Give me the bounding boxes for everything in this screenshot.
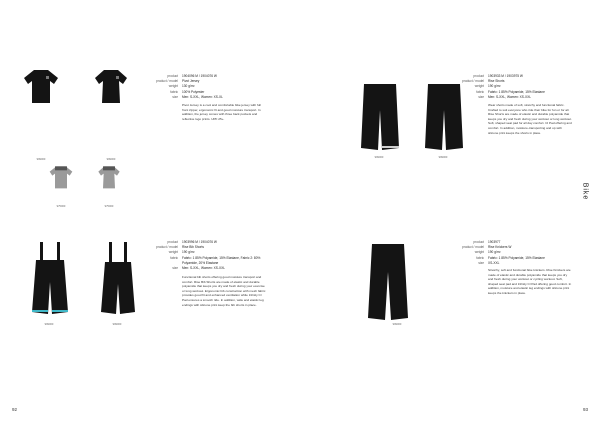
shorts-product: 1903933 M / 1903975 W: [488, 74, 523, 78]
label-model: product / model: [462, 79, 484, 84]
label-weight: weight: [474, 250, 484, 255]
knickers-size: XS-XXL: [488, 260, 500, 265]
jersey-grey-men-image: [48, 165, 74, 189]
shorts-model: Rise Shorts: [488, 79, 505, 84]
knickers-model: Rise Knickers W: [488, 245, 512, 250]
bib-description: Functional bib shorts offering good moisture transport and comfort. Rise Bib Shorts are made of elastic and durable polyamide that keeps you dry and fresh during your exercise or long workout. Ergonomic bib construction with mesh fabric provides good fit and enhanced ventilation while Infinity Cl Pad ensures a smooth ride. In addition, wide and elastic leg endings with silicone print keep the bib shorts in place.: [182, 275, 266, 307]
caption-5: 999000: [44, 323, 54, 326]
label-weight: weight: [168, 250, 178, 255]
bib-shorts-men-image: [30, 242, 70, 320]
caption-6: 999000: [112, 323, 122, 326]
knickers-fabric: Fabric: 1 85% Polyamide, 15% Elastane: [488, 255, 545, 260]
jersey-model: Pivot Jersey: [182, 79, 200, 84]
label-model: product / model: [156, 245, 178, 250]
caption-3: 975000: [56, 205, 66, 208]
bib-product: 1903996 M / 1904076 W: [182, 240, 217, 244]
jersey-description: Pivot Jersey is a cool and comfortable bike jersey with full front zipper, ergonomic fit and good moisture transport. In addition, the jersey comes with three back pockets and reflective logo prints. UPF 25+.: [182, 103, 261, 121]
bib-shorts-specs: [148, 240, 266, 271]
label-product: product: [473, 74, 484, 78]
label-weight: weight: [168, 84, 178, 89]
page-number-right: 93: [582, 407, 588, 412]
caption-4: 975000: [104, 205, 114, 208]
label-size: size: [478, 260, 484, 265]
label-weight: weight: [474, 84, 484, 89]
bib-fabric: Fabric: 1 85% Polyamide, 15% Elastane, Fabric 2: 80% Polyamide, 20% Elastane: [182, 255, 261, 265]
caption-9: 999000: [392, 323, 402, 326]
knickers-specs: [454, 240, 545, 266]
caption-2: 999000: [106, 158, 116, 161]
label-fabric: fabric: [476, 255, 484, 260]
jersey-specs: [148, 74, 223, 100]
label-product: product: [167, 74, 178, 78]
shorts-men-image: [360, 82, 400, 152]
label-size: size: [172, 266, 178, 271]
label-model: product / model: [462, 245, 484, 250]
knickers-weight: 190 g/m²: [488, 250, 501, 255]
caption-7: 999000: [374, 156, 384, 159]
jersey-size: Men: S-XXL, Women: XS-XL: [182, 94, 223, 99]
label-size: size: [172, 94, 178, 99]
label-model: product / model: [156, 79, 178, 84]
page-number-left: 92: [12, 407, 18, 412]
jersey-black-women-image: [92, 68, 130, 104]
label-product: product: [167, 240, 178, 244]
jersey-product: 1904096 M / 1904076 W: [182, 74, 217, 78]
right-page: [300, 0, 600, 424]
label-fabric: fabric: [476, 89, 484, 94]
jersey-black-men-image: [22, 68, 60, 104]
shorts-specs: [454, 74, 545, 100]
knickers-description: Stretchy, soft and functional bike knickers. Rise Knickers are made of elastic and durable polyamide that keeps you dry and fresh during your workout or cycling workout. Soft, shaped seat pad and Infinity Cl Pad offering good comfort. In addition, moisture and elastic leg endings with silicone print keeps the knickers in place.: [488, 268, 572, 295]
label-size: size: [478, 94, 484, 99]
label-fabric: fabric: [170, 255, 178, 260]
jersey-grey-women-image: [96, 165, 122, 189]
shorts-weight: 190 g/m²: [488, 84, 501, 89]
bib-weight: 190 g/m²: [182, 250, 195, 255]
caption-1: 999000: [36, 158, 46, 161]
shorts-description: Wear shorts made of soft, stretchy and functional fabric. Crafted to suit everyone who ride their bike for fun or for all. Rise Shorts are made of elastic and durable polyamide that keeps you dry and fresh during your workout or long workout. Soft, shaped seat pad for all day comfort. Cl Pad offering and comfort. In addition, moisture-transporting and up with silicone print keeps the shorts in place.: [488, 103, 572, 135]
knickers-image: [366, 242, 410, 322]
bib-shorts-women-image: [98, 242, 138, 320]
section-label: Bike: [581, 182, 589, 201]
shorts-size: Men: S-XXL, Women: XS-XXL: [488, 94, 531, 99]
knickers-product: 1903977: [488, 240, 501, 244]
caption-8: 999000: [438, 156, 448, 159]
jersey-fabric: 100% Polyester: [182, 89, 205, 94]
label-product: product: [473, 240, 484, 244]
bib-size: Men: S-XXL, Women: XS-XXL: [182, 266, 225, 271]
shorts-fabric: Fabric: 1 85% Polyamide, 15% Elastane: [488, 89, 545, 94]
jersey-weight: 130 g/m²: [182, 84, 195, 89]
bib-model: Rise Bib Shorts: [182, 245, 204, 250]
label-fabric: fabric: [170, 89, 178, 94]
